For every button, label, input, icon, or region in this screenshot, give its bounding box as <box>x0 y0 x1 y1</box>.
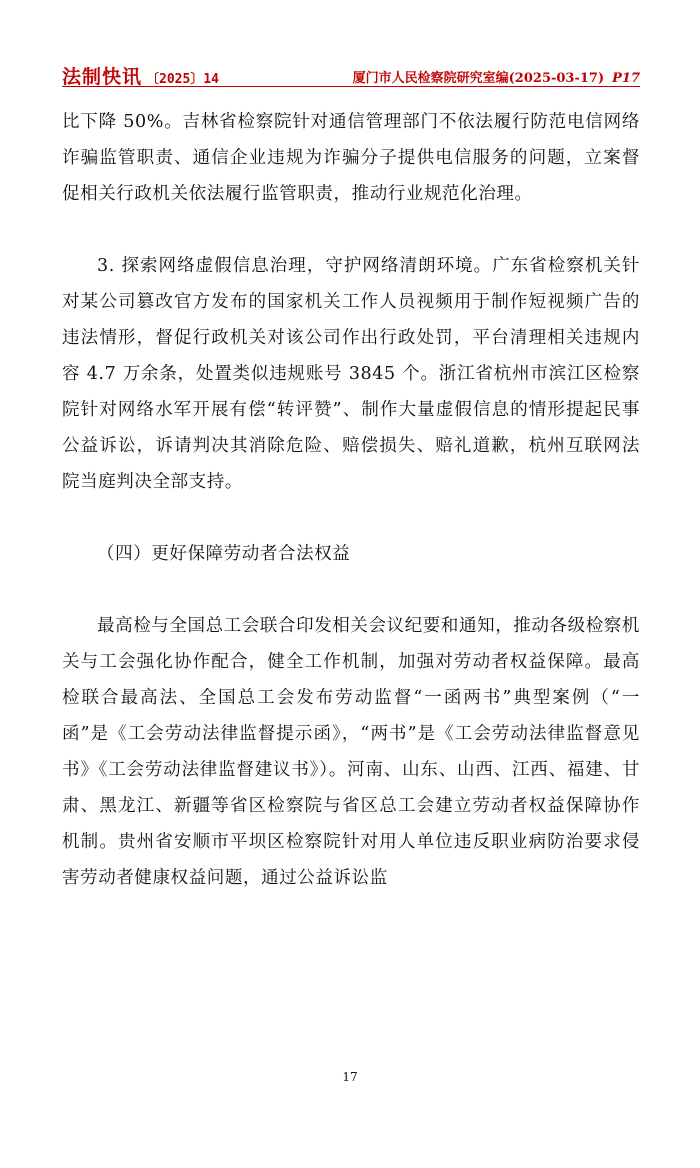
paragraph-gap <box>62 500 640 536</box>
header-left <box>62 62 219 89</box>
paragraph-continuation: 比下降 50%。吉林省检察院针对通信管理部门不依法履行防范电信网络诈骗监管职责、通信企业违规为诈骗分子提供电信服务的问题，立案督促相关行政机关依法履行监管职责，推动行业规范化治理。 <box>62 112 640 204</box>
section-heading: （四）更好保障劳动者合法权益 <box>97 544 351 564</box>
header-right <box>353 67 640 86</box>
paragraph-item-3: 3. 探索网络虚假信息治理，守护网络清朗环境。广东省检察机关针对某公司篡改官方发布的国家机关工作人员视频用于制作短视频广告的违法情形，督促行政机关对该公司作出行政处罚，平台清理相关违规内容 4.7 万余条，处置类似违规账号 3845 个。浙江省杭州市滨江区检察院针对网络水军开展有偿“转评赞”、制作大量虚假信息的情形提起民事公益诉讼，诉请判决其消除危险、赔偿损失、赔礼道歉，杭州互联网法院当庭判决全部支持。 <box>62 256 640 492</box>
page-number: 17 <box>342 1070 358 1084</box>
paragraph-gap <box>62 572 640 608</box>
publisher-info: 厦门市人民检察院研究室编(2025-03-17) <box>352 71 605 86</box>
issue-number: 〔2025〕14 <box>146 72 219 87</box>
paragraph-labor-rights: 最高检与全国总工会联合印发相关会议纪要和通知，推动各级检察机关与工会强化协作配合，健全工作机制，加强对劳动者权益保障。最高检联合最高法、全国总工会发布劳动监督“一函两书”典型案例（“一函”是《工会劳动法律监督提示函》，“两书”是《工会劳动法律监督意见书》《工会劳动法律监督建议书》）。河南、山东、山西、江西、福建、甘肃、黑龙江、新疆等省区检察院与省区总工会建立劳动者权益保障协作机制。贵州省安顺市平坝区检察院针对用人单位违反职业病防治要求侵害劳动者健康权益问题，通过公益诉讼监 <box>62 616 640 888</box>
header-page-label: P17 <box>612 71 640 86</box>
document-body <box>62 104 640 896</box>
publication-title: 法制快讯 <box>62 66 143 88</box>
paragraph-gap <box>62 212 640 248</box>
header-divider <box>62 86 640 87</box>
page-header <box>62 62 640 88</box>
